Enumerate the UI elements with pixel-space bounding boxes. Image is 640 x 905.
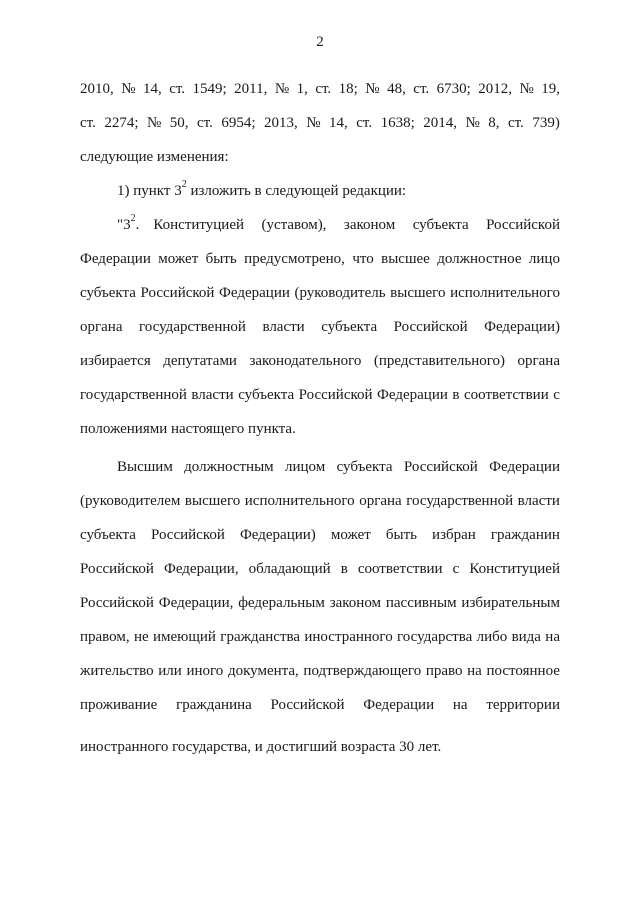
text-line: следующие изменения: — [80, 149, 229, 165]
text-line: Федерации может быть предусмотрено, что высшее должностное лицо — [80, 251, 560, 267]
text-line: избирается депутатами законодательного (представительного) органа — [80, 353, 560, 369]
text-line: Российской Федерации, обладающий в соответствии с Конституцией — [80, 561, 560, 577]
text-line: положениями настоящего пункта. — [80, 421, 296, 437]
text-line: субъекта Российской Федерации) может быть избран гражданин — [80, 527, 560, 543]
text-line: правом, не имеющий гражданства иностранного государства либо вида на — [80, 629, 560, 645]
list-item-text: изложить в следующей редакции: — [186, 183, 407, 199]
text-line: субъекта Российской Федерации (руководитель высшего исполнительного — [80, 285, 560, 301]
text-line: Высшим должностным лицом субъекта Российской Федерации — [117, 459, 560, 475]
superscript: 2 — [181, 179, 187, 190]
text-line: государственной власти субъекта Российской Федерации в соответствии с — [80, 387, 560, 403]
text-line: жительство или иного документа, подтверждающего право на постоянное — [80, 663, 560, 679]
line-words: Конституцией (уставом), законом субъекта Российской — [153, 217, 560, 233]
text-line: иностранного государства, и достигший возраста 30 лет. — [80, 739, 442, 755]
text-line — [117, 215, 560, 235]
page-number: 2 — [316, 34, 324, 50]
list-item — [117, 181, 560, 201]
text-line: 2010, № 14, ст. 1549; 2011, № 1, ст. 18; № 48, ст. 6730; 2012, № 19, — [80, 81, 560, 97]
text-line: ст. 2274; № 50, ст. 6954; 2013, № 14, ст. 1638; 2014, № 8, ст. 739) — [80, 115, 560, 131]
text-line: проживание гражданина Российской Федерации на территории — [80, 697, 560, 713]
text-line: (руководителем высшего исполнительного органа государственной власти — [80, 493, 560, 509]
text-line: Российской Федерации, федеральным законом пассивным избирательным — [80, 595, 560, 611]
clause-number: "$3^2$. — [117, 213, 140, 233]
text-line: органа государственной власти субъекта Российской Федерации) — [80, 319, 560, 335]
list-item-prefix: 1) пункт 3 — [117, 183, 182, 199]
